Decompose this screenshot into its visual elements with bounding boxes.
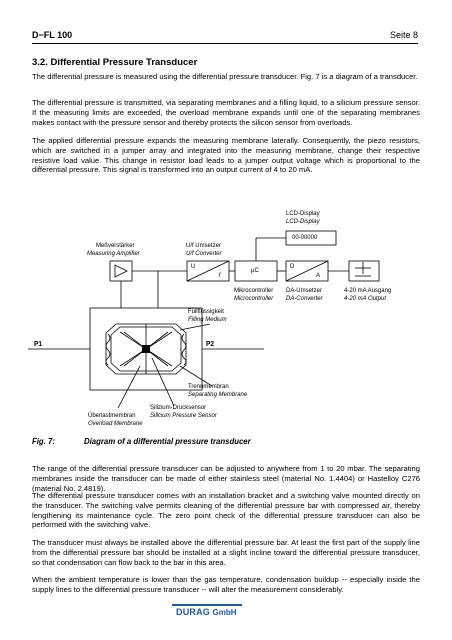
document-id: D−FL 100 [32, 30, 73, 40]
microcontroller-label-en: Microcontroller [234, 295, 274, 302]
amplifier-box [110, 261, 132, 281]
figure-number: Fig. 7: [32, 437, 55, 446]
uf-f-symbol: f [219, 272, 221, 279]
page-header [32, 30, 418, 44]
output-label-de: 4-20 mA Ausgang [344, 287, 392, 294]
section-title: 3.2. Differential Pressure Transducer [32, 57, 198, 68]
uf-label-de: U/f Umsetzer [186, 242, 221, 249]
brand-suffix: GmbH [212, 608, 237, 617]
paragraph: When the ambient temperature is lower than the gas temperature, condensation buildup -- especially inside the supply lines to the differential pressure transducer -- will alter the measurement considerably. [32, 575, 420, 594]
filling-medium-label-en: Filling Medium [188, 316, 227, 323]
figure-caption-text: Diagram of a differential pressure transducer [84, 437, 251, 446]
footer-logo [176, 607, 237, 617]
lcd-value: 00-00000 [292, 234, 318, 241]
uf-label-en: U/f Converter [186, 250, 222, 257]
output-box [349, 261, 379, 281]
lcd-label-en: LCD-Display [286, 218, 320, 225]
separating-membrane-label-en: Separating Membrane [188, 391, 248, 398]
silicon-sensor-label-en: Silicium Pressure Sensor [150, 412, 217, 419]
amplifier-label-de: Meßverstärker [96, 242, 135, 249]
paragraph: The differential pressure is transmitted, via separating membranes and a filling liquid, to a silicium pressure sensor. If the measuring limits are exceeded, the overload membrane expands until one of the separating membranes makes contact with the pressure sensor and thereby protects the silicon sensor from overloads. [32, 98, 420, 127]
overload-membrane-label-en: Overload Membrane [88, 420, 143, 427]
silicon-sensor-chip [142, 345, 150, 353]
footer-rule [172, 604, 242, 606]
overload-membrane-label-de: Überlastmembran [88, 412, 136, 419]
da-a-symbol: A [316, 272, 321, 279]
paragraph: The range of the differential pressure transducer can be adjusted to anywhere from 1 to 20 mbar. The separating membranes inside the transducer can be made of either stainless steel (material No. 1.4404) or Hastelloy C276 (material No. 2.4819). [32, 464, 420, 493]
uf-u-symbol: U [191, 263, 196, 270]
p2-label: P2 [206, 339, 215, 348]
silicon-sensor-label-de: Silizium-Drucksensor [150, 404, 207, 411]
paragraph: The transducer must always be installed above the differential pressure bar. At least the first part of the supply line from the differential pressure bar should be installed at a slight incline toward the differential pressure transducer, so that condensation can flow back to the bar in this area. [32, 538, 420, 567]
p1-label: P1 [34, 339, 43, 348]
microcontroller-label-de: Mikrocontroller [234, 287, 274, 294]
amplifier-label-en: Measuring Amplifier [87, 250, 140, 257]
transducer-diagram [28, 196, 428, 431]
output-label-en: 4-20 mA Output [344, 295, 387, 302]
da-label-de: DA-Umsetzer [286, 287, 322, 294]
paragraph: The differential pressure is measured using the differential pressure transducer. Fig. 7 is a diagram of a transducer. [32, 72, 418, 81]
figure-caption [32, 437, 251, 446]
microcontroller-symbol: µC [251, 267, 259, 274]
da-d-symbol: D [290, 263, 295, 270]
paragraph: The differential pressure transducer comes with an installation bracket and a switching valve mounted directly on the transducer. The switching valve permits cleaning of the differential pressure bar with compressed air, thereby lengthening its maintenance cycle. The zero point check of the differential pressure transducer can also be performed with the switching valve. [32, 491, 420, 530]
separating-membrane-label-de: Trennmembran [188, 383, 229, 390]
lcd-label-de: LCD-Display [286, 210, 320, 217]
da-label-en: DA-Converter [286, 295, 323, 302]
paragraph: The applied differential pressure expands the measuring membrane laterally. Consequently, the piezo resistors, which are switched in a jumper array and integrated into the measuring membrane, change their respective resistive load value. This change in resistor load leads to a jumper output voltage which is proportional to the differential pressure. This signal is transformed into an output current of 4 to 20 mA. [32, 136, 420, 175]
brand-name: DURAG [176, 607, 210, 617]
page-number: Seite 8 [389, 30, 418, 40]
filling-medium-label-de: Füllflüssigkeit [188, 308, 224, 315]
